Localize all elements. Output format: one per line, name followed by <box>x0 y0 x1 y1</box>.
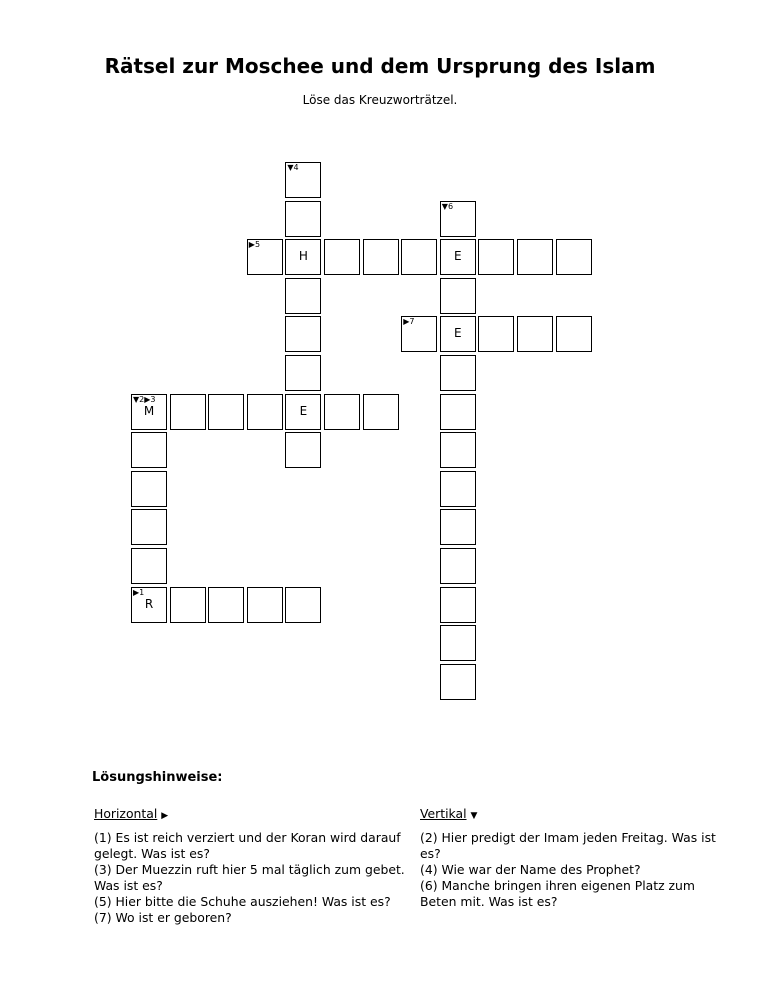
cell-letter: M <box>143 403 155 418</box>
grid-cell[interactable] <box>401 316 437 352</box>
grid-cell[interactable] <box>363 239 399 275</box>
grid-cell[interactable] <box>285 355 321 391</box>
grid-cell[interactable] <box>478 316 514 352</box>
grid-cell[interactable] <box>131 509 167 545</box>
grid-cell[interactable] <box>208 587 244 623</box>
clue-number: ▶5 <box>248 240 261 250</box>
grid-cell[interactable] <box>440 355 476 391</box>
clue-across-3: (3) Der Muezzin ruft hier 5 mal täglich zum gebet. Was ist es? <box>94 862 405 893</box>
clue-number: ▼6 <box>441 201 454 211</box>
clue-number: ▼4 <box>287 163 299 172</box>
cell-letter: R <box>144 596 154 611</box>
hints-heading: Lösungshinweise: <box>92 770 223 785</box>
grid-cell[interactable] <box>440 548 476 584</box>
grid-cell[interactable] <box>556 316 592 352</box>
across-clues-column <box>94 806 414 926</box>
down-clues-column <box>420 806 720 910</box>
cell-letter: E <box>299 403 308 418</box>
across-label: Horizontal <box>94 806 158 821</box>
grid-cell[interactable] <box>285 394 321 430</box>
grid-cell[interactable] <box>440 664 476 700</box>
grid-cell[interactable] <box>131 394 167 430</box>
grid-cell[interactable] <box>440 432 476 468</box>
grid-cell[interactable] <box>363 394 399 430</box>
clue-across-7: (7) Wo ist er geboren? <box>94 910 232 925</box>
grid-cell[interactable] <box>247 239 283 275</box>
grid-cell[interactable] <box>440 239 476 275</box>
grid-cell[interactable] <box>324 394 360 430</box>
cell-letter: E <box>454 249 462 264</box>
grid-cell[interactable] <box>285 278 321 314</box>
grid-cell[interactable] <box>401 239 437 275</box>
page-subtitle: Löse das Kreuzworträtzel. <box>302 93 458 107</box>
grid-cell[interactable] <box>131 587 167 623</box>
right-arrow-icon: ▶ <box>161 811 169 821</box>
clue-number: ▶7 <box>403 317 415 327</box>
page-title: Rätsel zur Moschee und dem Ursprung des Islam <box>104 54 656 78</box>
grid-cell[interactable] <box>285 316 321 352</box>
grid-cell[interactable] <box>247 587 283 623</box>
across-heading <box>94 806 414 824</box>
down-label: Vertikal <box>420 806 467 821</box>
clue-down-6: (6) Manche bringen ihren eigenen Platz zum Beten mit. Was ist es? <box>420 878 695 909</box>
clue-across-5: (5) Hier bitte die Schuhe ausziehen! Was ist es? <box>94 894 391 909</box>
clue-across-1: (1) Es ist reich verziert und der Koran wird darauf gelegt. Was ist es? <box>94 830 401 861</box>
clue-number: ▶1 <box>133 587 145 597</box>
grid-cell[interactable] <box>131 548 167 584</box>
down-heading <box>420 806 720 824</box>
grid-cell[interactable] <box>440 316 476 352</box>
grid-cell[interactable] <box>440 278 476 314</box>
grid-cell[interactable] <box>440 201 476 237</box>
cell-letter: E <box>454 326 462 341</box>
grid-cell[interactable] <box>285 162 321 198</box>
grid-cell[interactable] <box>170 394 206 430</box>
grid-cell[interactable] <box>131 432 167 468</box>
clue-number: ▼2▶3 <box>133 394 156 404</box>
grid-cell[interactable] <box>556 239 592 275</box>
down-arrow-icon: ▼ <box>470 811 478 821</box>
grid-cell[interactable] <box>131 471 167 507</box>
clue-down-4: (4) Wie war der Name des Prophet? <box>420 862 641 877</box>
grid-cell[interactable] <box>440 394 476 430</box>
grid-cell[interactable] <box>440 587 476 623</box>
grid-cell[interactable] <box>478 239 514 275</box>
grid-cell[interactable] <box>285 587 321 623</box>
grid-cell[interactable] <box>440 509 476 545</box>
grid-cell[interactable] <box>517 316 553 352</box>
cell-letter: H <box>298 249 308 264</box>
grid-cell[interactable] <box>285 239 321 275</box>
clue-down-2: (2) Hier predigt der Imam jeden Freitag. Was ist es? <box>420 830 716 861</box>
grid-cell[interactable] <box>285 201 321 237</box>
grid-cell[interactable] <box>517 239 553 275</box>
grid-cell[interactable] <box>324 239 360 275</box>
grid-cell[interactable] <box>170 587 206 623</box>
grid-cell[interactable] <box>285 432 321 468</box>
grid-cell[interactable] <box>440 625 476 661</box>
grid-cell[interactable] <box>440 471 476 507</box>
grid-cell[interactable] <box>247 394 283 430</box>
grid-cell[interactable] <box>208 394 244 430</box>
